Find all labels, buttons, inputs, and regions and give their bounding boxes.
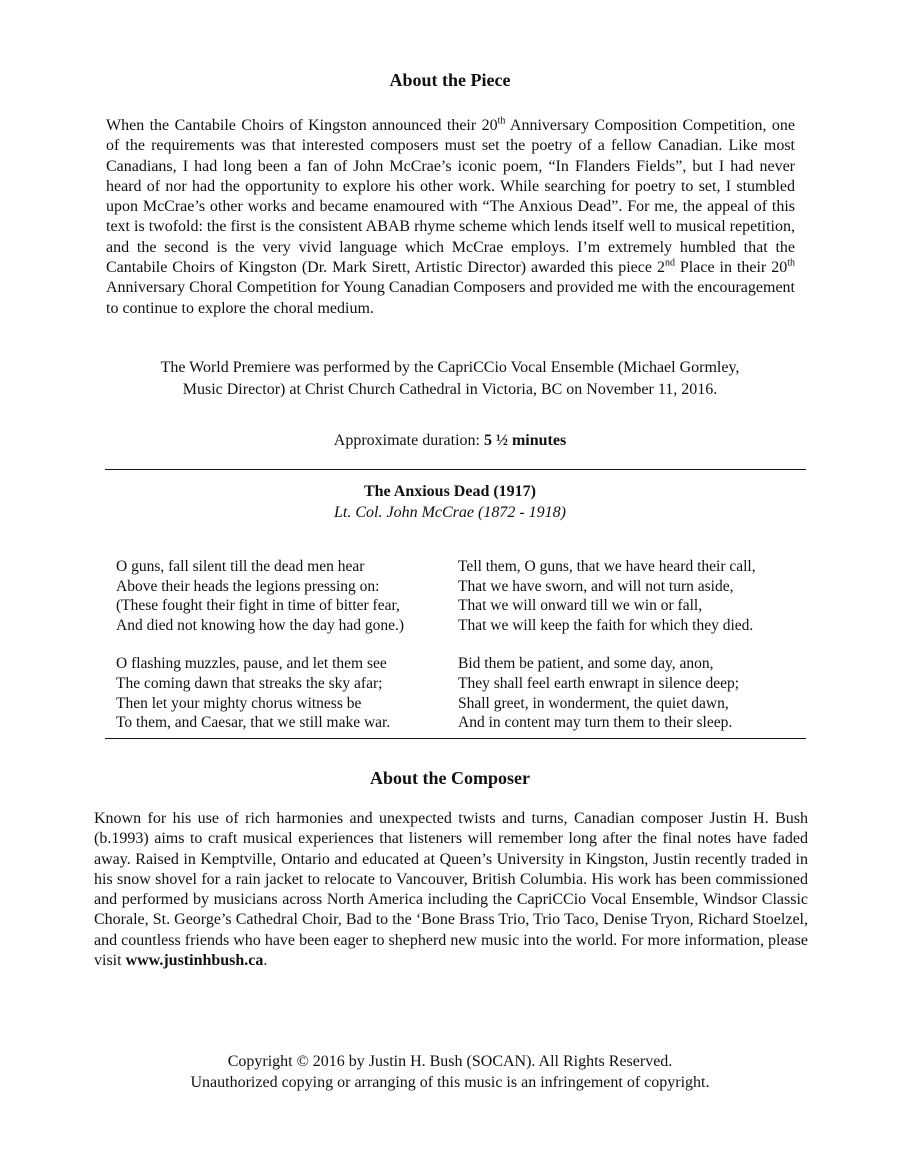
poem-line: Tell them, O guns, that we have heard their call, (458, 558, 756, 575)
premiere-line: The World Premiere was performed by the CapriCCio Vocal Ensemble (Michael Gormley, (160, 359, 740, 376)
poem-column-left (116, 557, 404, 752)
poem-title: The Anxious Dead (1917) (363, 483, 537, 500)
about-composer-heading: About the Composer (370, 768, 530, 788)
divider-top (105, 469, 806, 470)
duration-label: Approximate duration: (333, 432, 484, 449)
website-link[interactable]: www.justinhbush.ca (125, 952, 264, 970)
stanza (116, 654, 404, 732)
poem-author: Lt. Col. John McCrae (1872 - 1918) (334, 504, 566, 521)
poem-line: That we will keep the faith for which they died. (458, 616, 754, 634)
piece-text-b: Anniversary Composition Competition, one of the requirements was that interested composers must set the poetry of a fellow Canadian. Like most Canadians, I had long been a fan of John McCrae’s iconic poem, “In Flanders Fields”, but I had never heard of nor had the opportunity to explore his other work. While searching for poetry to set, I stumbled upon McCrae’s other works and became enamoured with “The Anxious Dead”. For me, the appeal of this text is twofold: the first is the consistent ABAB rhyme scheme which lends itself well to musical repetition, and the second is the very vivid language which McCrae employs. I’m extremely humbled that the Cantabile Choirs of Kingston (Dr. Mark Sirett, Artistic Director) awarded this piece 2 (106, 117, 795, 277)
poem-column-right (458, 557, 756, 752)
poem-line: Then let your mighty chorus witness be (116, 694, 362, 712)
stanza (458, 654, 756, 732)
ordinal-suffix: th (497, 115, 506, 127)
divider-bottom (105, 738, 806, 739)
about-composer-paragraph (94, 809, 808, 971)
poem-line: That we have sworn, and will not turn aside, (458, 577, 734, 595)
about-piece-paragraph (106, 116, 795, 319)
piece-text-c: Place in their 20 (674, 259, 788, 277)
composer-text: Known for his use of rich harmonies and unexpected twists and turns, Canadian composer Justin H. Bush (b.1993) aims to craft musical experiences that listeners will remember long after the final notes have faded away. Raised in Kemptville, Ontario and educated at Queen’s University in Kingston, Justin recently traded in his snow shovel for a rain jacket to relocate to Vancouver, British Columbia. His work has been commissioned and performed by musicians across North America including the CapriCCio Vocal Ensemble, Windsor Classic Chorale, St. George’s Cathedral Choir, Bad to the ‘Bone Brass Trio, Trio Taco, Denise Tryon, Richard Stoelzel, and countless friends who have been eager to shepherd new music into the world. For more information, please visit (94, 810, 808, 970)
composer-text-end: . (263, 952, 268, 970)
duration-value: 5 ½ minutes (483, 432, 567, 449)
poem-line: And died not knowing how the day had gone.) (116, 616, 404, 634)
duration-line (0, 430, 900, 452)
about-piece-heading: About the Piece (389, 70, 511, 90)
poem-line: (These fought their fight in time of bitter fear, (116, 597, 400, 615)
piece-text-d: Anniversary Choral Competition for Young Canadian Composers and provided me with the encouragement to continue to explore the choral medium. (106, 279, 795, 317)
copyright-notice (0, 1051, 900, 1093)
poem-line: O flashing muzzles, pause, and let them see (116, 655, 387, 673)
poem-line: Shall greet, in wonderment, the quiet dawn, (458, 694, 729, 712)
poem-line: And in content may turn them to their sleep. (458, 714, 733, 732)
premiere-note (0, 357, 900, 401)
poem-line: That we will onward till we win or fall, (458, 597, 703, 615)
piece-text-a: When the Cantabile Choirs of Kingston announced their 20 (106, 117, 498, 134)
copyright-line: Unauthorized copying or arranging of this music is an infringement of copyright. (190, 1074, 710, 1091)
poem-line: Bid them be patient, and some day, anon, (458, 655, 714, 673)
poem-line: O guns, fall silent till the dead men hear (116, 558, 365, 575)
stanza (458, 557, 756, 635)
stanza (116, 557, 404, 635)
poem-line: The coming dawn that streaks the sky afar; (116, 674, 383, 692)
poem-line: Above their heads the legions pressing on: (116, 577, 380, 595)
ordinal-suffix: th (787, 257, 795, 269)
copyright-line: Copyright © 2016 by Justin H. Bush (SOCAN). All Rights Reserved. (227, 1053, 673, 1070)
poem-line: To them, and Caesar, that we still make war. (116, 714, 391, 732)
poem-line: They shall feel earth enwrapt in silence deep; (458, 674, 740, 692)
ordinal-suffix: nd (664, 257, 675, 269)
premiere-line: Music Director) at Christ Church Cathedral in Victoria, BC on November 11, 2016. (182, 381, 718, 398)
